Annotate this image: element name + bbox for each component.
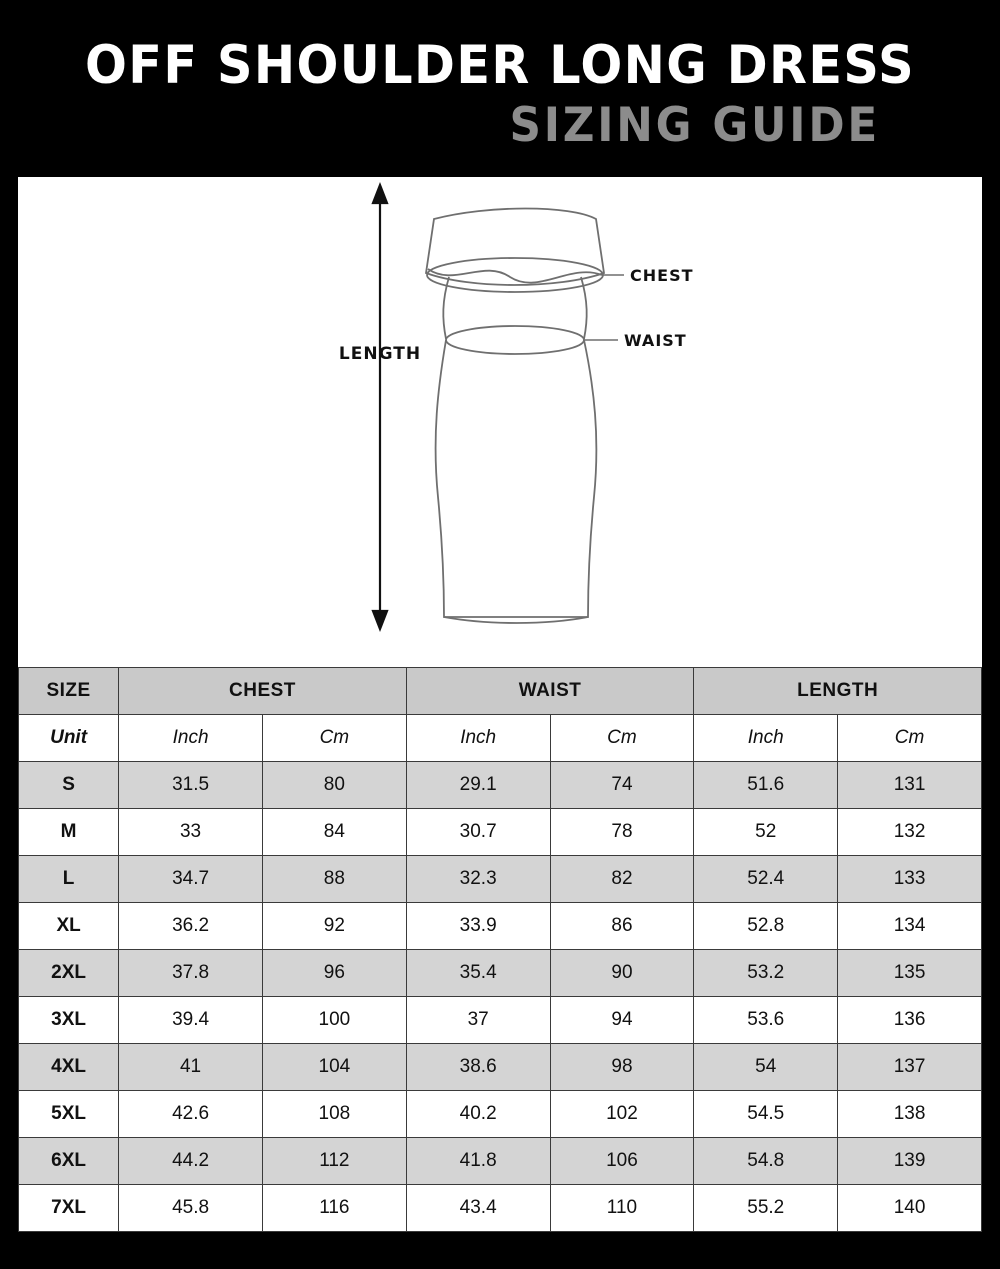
- unit-waist-cm: Cm: [550, 715, 694, 762]
- row-waist-inch: 37: [406, 997, 550, 1044]
- header-chest: CHEST: [119, 668, 407, 715]
- row-chest-cm: 104: [262, 1044, 406, 1091]
- unit-length-inch: Inch: [694, 715, 838, 762]
- row-size: 3XL: [19, 997, 119, 1044]
- row-chest-cm: 116: [262, 1185, 406, 1232]
- table-row: [19, 950, 982, 997]
- row-size: L: [19, 856, 119, 903]
- row-chest-inch: 45.8: [119, 1185, 263, 1232]
- row-chest-inch: 34.7: [119, 856, 263, 903]
- row-length-cm: 133: [838, 856, 982, 903]
- row-length-cm: 137: [838, 1044, 982, 1091]
- header: [0, 0, 1000, 177]
- unit-row: [19, 715, 982, 762]
- row-waist-inch: 32.3: [406, 856, 550, 903]
- table-row: [19, 997, 982, 1044]
- row-length-cm: 140: [838, 1185, 982, 1232]
- row-length-inch: 52.4: [694, 856, 838, 903]
- size-table: [18, 667, 982, 1232]
- row-length-inch: 52: [694, 809, 838, 856]
- row-length-cm: 136: [838, 997, 982, 1044]
- row-length-cm: 132: [838, 809, 982, 856]
- header-length: LENGTH: [694, 668, 982, 715]
- row-chest-cm: 84: [262, 809, 406, 856]
- row-chest-cm: 80: [262, 762, 406, 809]
- row-waist-cm: 82: [550, 856, 694, 903]
- row-chest-cm: 88: [262, 856, 406, 903]
- row-length-inch: 51.6: [694, 762, 838, 809]
- unit-chest-cm: Cm: [262, 715, 406, 762]
- table-row: [19, 1138, 982, 1185]
- table-head: [19, 668, 982, 715]
- row-size: 6XL: [19, 1138, 119, 1185]
- dress-illustration-panel: [18, 177, 982, 667]
- header-waist: WAIST: [406, 668, 694, 715]
- row-chest-inch: 31.5: [119, 762, 263, 809]
- row-size: XL: [19, 903, 119, 950]
- row-length-cm: 135: [838, 950, 982, 997]
- row-waist-cm: 94: [550, 997, 694, 1044]
- row-length-cm: 131: [838, 762, 982, 809]
- row-size: S: [19, 762, 119, 809]
- row-size: M: [19, 809, 119, 856]
- row-size: 4XL: [19, 1044, 119, 1091]
- header-size: SIZE: [19, 668, 119, 715]
- row-waist-inch: 30.7: [406, 809, 550, 856]
- table-body: [19, 715, 982, 1232]
- chest-label: CHEST: [630, 266, 694, 286]
- dress-outline: [426, 209, 604, 624]
- group-header-row: [19, 668, 982, 715]
- row-waist-cm: 110: [550, 1185, 694, 1232]
- table-row: [19, 809, 982, 856]
- row-waist-cm: 74: [550, 762, 694, 809]
- row-length-inch: 54: [694, 1044, 838, 1091]
- row-waist-inch: 29.1: [406, 762, 550, 809]
- table-row: [19, 1185, 982, 1232]
- length-arrow-icon: [373, 185, 387, 629]
- row-length-inch: 52.8: [694, 903, 838, 950]
- row-chest-inch: 33: [119, 809, 263, 856]
- unit-label: Unit: [19, 715, 119, 762]
- size-table-wrapper: [18, 667, 982, 1232]
- table-row: [19, 903, 982, 950]
- table-row: [19, 1044, 982, 1091]
- row-size: 7XL: [19, 1185, 119, 1232]
- row-waist-cm: 102: [550, 1091, 694, 1138]
- row-length-inch: 54.8: [694, 1138, 838, 1185]
- page-subtitle: SIZING GUIDE: [509, 97, 881, 153]
- dress-diagram: [18, 177, 982, 667]
- row-waist-cm: 90: [550, 950, 694, 997]
- unit-chest-inch: Inch: [119, 715, 263, 762]
- row-size: 2XL: [19, 950, 119, 997]
- table-row: [19, 762, 982, 809]
- row-waist-inch: 43.4: [406, 1185, 550, 1232]
- row-chest-inch: 37.8: [119, 950, 263, 997]
- row-waist-inch: 41.8: [406, 1138, 550, 1185]
- row-chest-inch: 41: [119, 1044, 263, 1091]
- row-chest-cm: 96: [262, 950, 406, 997]
- row-length-cm: 134: [838, 903, 982, 950]
- row-waist-inch: 35.4: [406, 950, 550, 997]
- row-length-cm: 138: [838, 1091, 982, 1138]
- unit-length-cm: Cm: [838, 715, 982, 762]
- row-length-inch: 53.2: [694, 950, 838, 997]
- row-chest-cm: 112: [262, 1138, 406, 1185]
- row-chest-inch: 42.6: [119, 1091, 263, 1138]
- row-waist-cm: 78: [550, 809, 694, 856]
- row-chest-cm: 92: [262, 903, 406, 950]
- row-chest-inch: 39.4: [119, 997, 263, 1044]
- row-waist-cm: 86: [550, 903, 694, 950]
- row-length-inch: 54.5: [694, 1091, 838, 1138]
- row-length-cm: 139: [838, 1138, 982, 1185]
- table-row: [19, 856, 982, 903]
- row-waist-inch: 38.6: [406, 1044, 550, 1091]
- row-chest-inch: 36.2: [119, 903, 263, 950]
- row-waist-inch: 33.9: [406, 903, 550, 950]
- row-chest-cm: 108: [262, 1091, 406, 1138]
- unit-waist-inch: Inch: [406, 715, 550, 762]
- page-title: OFF SHOULDER LONG DRESS: [84, 35, 916, 96]
- row-waist-cm: 106: [550, 1138, 694, 1185]
- row-chest-cm: 100: [262, 997, 406, 1044]
- length-label: LENGTH: [338, 344, 422, 365]
- row-size: 5XL: [19, 1091, 119, 1138]
- table-row: [19, 1091, 982, 1138]
- waist-label: WAIST: [624, 331, 687, 351]
- row-length-inch: 53.6: [694, 997, 838, 1044]
- row-length-inch: 55.2: [694, 1185, 838, 1232]
- row-chest-inch: 44.2: [119, 1138, 263, 1185]
- row-waist-cm: 98: [550, 1044, 694, 1091]
- row-waist-inch: 40.2: [406, 1091, 550, 1138]
